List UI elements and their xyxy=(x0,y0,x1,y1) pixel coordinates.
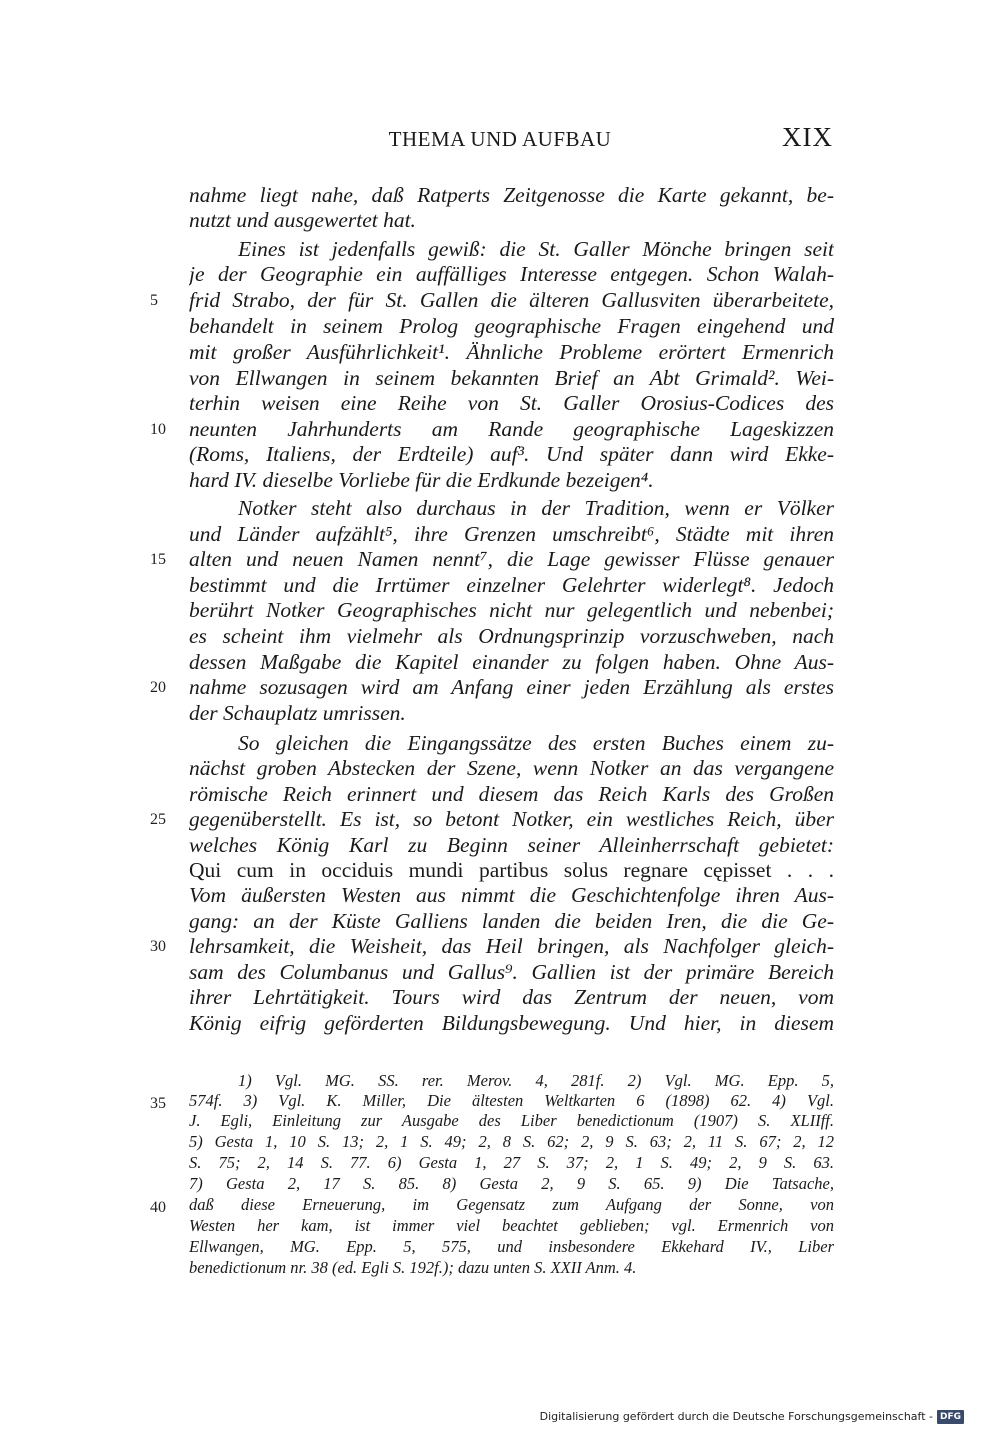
body-line: welches König Karl zu Beginn seiner Alleinherrschaft gebietet: xyxy=(189,833,834,857)
body-line: nutzt und ausgewertet hat. xyxy=(189,208,416,232)
body-line: berührt Notker Geographisches nicht nur gelegentlich und nebenbei; xyxy=(189,598,834,622)
body-line: sam des Columbanus und Gallus⁹. Gallien ist der primäre Bereich xyxy=(189,960,834,984)
margin-line-number: 35 xyxy=(150,1095,166,1112)
body-line: hard IV. dieselbe Vorliebe für die Erdkunde bezeigen⁴. xyxy=(189,468,654,492)
footnote-line: Ellwangen, MG. Epp. 5, 575, und insbesondere Ekkehard IV., Liber xyxy=(189,1238,834,1256)
body-line: Vom äußersten Westen aus nimmt die Geschichtenfolge ihren Aus- xyxy=(189,883,834,907)
body-line: nahme liegt nahe, daß Ratperts Zeitgenosse die Karte gekannt, be- xyxy=(189,183,834,207)
body-line: nächst groben Abstecken der Szene, wenn Notker an das vergangene xyxy=(189,756,834,780)
running-head: THEMA UND AUFBAU xyxy=(388,127,612,151)
margin-line-number: 25 xyxy=(150,811,166,828)
digitization-credit-text: Digitalisierung gefördert durch die Deutsche Forschungsgemeinschaft - xyxy=(539,1410,933,1423)
footnote-line: S. 75; 2, 14 S. 77. 6) Gesta 1, 27 S. 37; 2, 1 S. 49; 2, 9 S. 63. xyxy=(189,1154,834,1172)
body-line: lehrsamkeit, die Weisheit, das Heil bringen, als Nachfolger gleich- xyxy=(189,934,834,958)
body-line: bestimmt und die Irrtümer einzelner Gelehrter widerlegt⁸. Jedoch xyxy=(189,573,834,597)
body-line: König eifrig geförderten Bildungsbewegung. Und hier, in diesem xyxy=(189,1011,834,1035)
page-number: XIX xyxy=(782,122,833,152)
body-line-latin-quote: Qui cum in occiduis mundi partibus solus regnare cępisset . . . xyxy=(189,858,834,882)
footnote-line: benedictionum nr. 38 (ed. Egli S. 192f.); dazu unten S. XXII Anm. 4. xyxy=(189,1259,637,1277)
margin-line-number: 5 xyxy=(150,292,158,309)
body-line: mit großer Ausführlichkeit¹. Ähnliche Probleme erörtert Ermenrich xyxy=(189,340,834,364)
footnote-line: 5) Gesta 1, 10 S. 13; 2, 1 S. 49; 2, 8 S. 62; 2, 9 S. 63; 2, 11 S. 67; 2, 12 xyxy=(189,1133,834,1151)
footnote-line: daß diese Erneuerung, im Gegensatz zum Aufgang der Sonne, von xyxy=(189,1196,834,1214)
body-line: je der Geographie ein auffälliges Interesse entgegen. Schon Walah- xyxy=(189,262,834,286)
digitization-credit xyxy=(540,1409,964,1425)
footnote-line: 7) Gesta 2, 17 S. 85. 8) Gesta 2, 9 S. 65. 9) Die Tatsache, xyxy=(189,1175,834,1193)
margin-line-number: 10 xyxy=(150,421,166,438)
body-line: dessen Maßgabe die Kapitel einander zu folgen haben. Ohne Aus- xyxy=(189,650,834,674)
margin-line-number: 20 xyxy=(150,679,166,696)
body-line: frid Strabo, der für St. Gallen die älteren Gallusviten überarbeitete, xyxy=(189,288,834,312)
body-line: von Ellwangen in seinem bekannten Brief an Abt Grimald². Wei- xyxy=(189,366,834,390)
body-line: gang: an der Küste Galliens landen die beiden Iren, die die Ge- xyxy=(189,909,834,933)
body-line: es scheint ihm vielmehr als Ordnungsprinzip vorzuschweben, nach xyxy=(189,624,834,648)
margin-line-number: 15 xyxy=(150,551,166,568)
body-line: (Roms, Italiens, der Erdteile) auf³. Und später dann wird Ekke- xyxy=(189,442,834,466)
body-line: ihrer Lehrtätigkeit. Tours wird das Zentrum der neuen, vom xyxy=(189,985,834,1009)
body-line: Eines ist jedenfalls gewiß: die St. Galler Mönche bringen seit xyxy=(238,237,834,261)
body-line: der Schauplatz umrissen. xyxy=(189,701,406,725)
margin-line-number: 30 xyxy=(150,938,166,955)
body-line: und Länder aufzählt⁵, ihre Grenzen umschreibt⁶, Städte mit ihren xyxy=(189,522,834,546)
footnote-line: 1) Vgl. MG. SS. rer. Merov. 4, 281f. 2) Vgl. MG. Epp. 5, xyxy=(238,1072,834,1090)
body-line: terhin weisen eine Reihe von St. Galler Orosius-Codices des xyxy=(189,391,834,415)
body-line: römische Reich erinnert und diesem das Reich Karls des Großen xyxy=(189,782,834,806)
body-line: So gleichen die Eingangssätze des ersten Buches einem zu- xyxy=(238,731,834,755)
body-line: alten und neuen Namen nennt⁷, die Lage gewisser Flüsse genauer xyxy=(189,547,834,571)
body-line: gegenüberstellt. Es ist, so betont Notker, ein westliches Reich, über xyxy=(189,807,834,831)
dfg-logo: DFG xyxy=(937,1410,964,1424)
margin-line-number: 40 xyxy=(150,1199,166,1216)
footnote-line: J. Egli, Einleitung zur Ausgabe des Liber benedictionum (1907) S. XLIIff. xyxy=(189,1112,834,1130)
body-line: nahme sozusagen wird am Anfang einer jeden Erzählung als erstes xyxy=(189,675,834,699)
body-line: behandelt in seinem Prolog geographische Fragen eingehend und xyxy=(189,314,834,338)
body-line: neunten Jahrhunderts am Rande geographische Lageskizzen xyxy=(189,417,834,441)
footnote-line: Westen her kam, ist immer viel beachtet geblieben; vgl. Ermenrich von xyxy=(189,1217,834,1235)
body-line: Notker steht also durchaus in der Tradition, wenn er Völker xyxy=(238,496,834,520)
footnote-line: 574f. 3) Vgl. K. Miller, Die ältesten Weltkarten 6 (1898) 62. 4) Vgl. xyxy=(189,1092,834,1110)
